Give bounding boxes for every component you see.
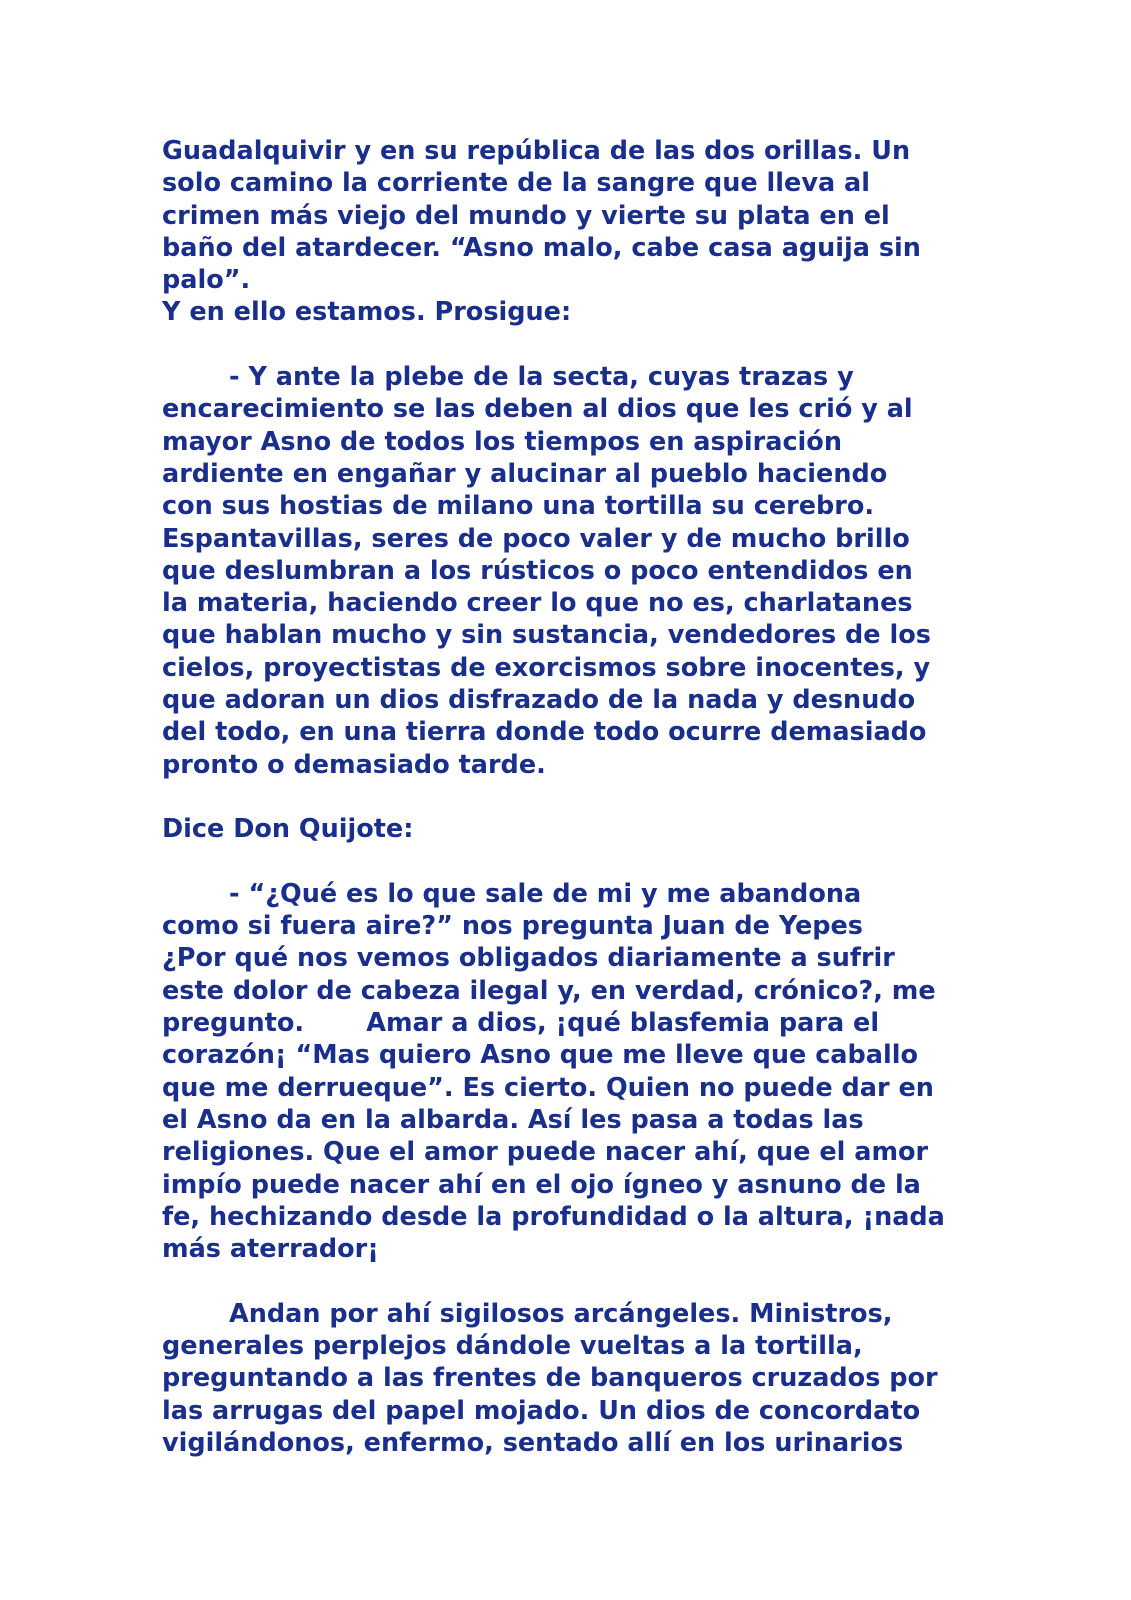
text-line: crimen más viejo del mundo y vierte su plata en el [162, 200, 890, 231]
text-line: palo”. [162, 265, 251, 296]
text-line: el Asno da en la albarda. Así les pasa a todas las [162, 1104, 864, 1135]
text-line: vigilándonos, enfermo, sentado allí en los urinarios [162, 1427, 904, 1458]
text-line: generales perplejos dándole vueltas a la tortilla, [162, 1330, 863, 1361]
text-line: la materia, haciendo creer lo que no es, charlatanes [162, 588, 913, 619]
text-line: ¿Por qué nos vemos obligados diariamente a sufrir [162, 943, 895, 974]
text-line: baño del atardecer. “Asno malo, cabe casa aguija sin [162, 232, 921, 263]
blank-line [162, 329, 992, 361]
text-line: que deslumbran a los rústicos o poco entendidos en [162, 555, 913, 586]
text-line: más aterrador¡ [162, 1234, 379, 1265]
text-line: pronto o demasiado tarde. [162, 749, 546, 780]
text-line: ardiente en engañar y alucinar al pueblo haciendo [162, 458, 888, 489]
text-line-indented: - “¿Qué es lo que sale de mi y me abandona [229, 878, 862, 909]
text-line: fe, hechizando desde la profundidad o la altura, ¡nada [162, 1201, 945, 1232]
blank-line [162, 846, 992, 878]
text-line: que hablan mucho y sin sustancia, vendedores de los [162, 620, 931, 651]
text-line: cielos, proyectistas de exorcismos sobre inocentes, y [162, 652, 931, 683]
text-line: del todo, en una tierra donde todo ocurre demasiado [162, 717, 927, 748]
text-line: impío puede nacer ahí en el ojo ígneo y asnuno de la [162, 1169, 921, 1200]
text-line-indented: - Y ante la plebe de la secta, cuyas trazas y [229, 362, 854, 393]
text-line: Guadalquivir y en su república de las dos orillas. Un [162, 136, 911, 166]
text-line: este dolor de cabeza ilegal y, en verdad, crónico?, me [162, 975, 936, 1006]
text-line: preguntando a las frentes de banqueros cruzados por [162, 1363, 938, 1394]
text-line: que adoran un dios disfrazado de la nada y desnudo [162, 685, 916, 716]
text-line: Espantavillas, seres de poco valer y de mucho brillo [162, 523, 910, 554]
text-line: pregunto. Amar a dios, ¡qué blasfemia para el [162, 1008, 880, 1039]
text-line: corazón¡ “Mas quiero Asno que me lleve que caballo [162, 1040, 918, 1071]
text-line: con sus hostias de milano una tortilla su cerebro. [162, 491, 875, 522]
text-line: que me derrueque”. Es cierto. Quien no puede dar en [162, 1072, 934, 1103]
blank-line [162, 781, 992, 813]
text-line: Y en ello estamos. Prosigue: [162, 297, 572, 328]
text-line: mayor Asno de todos los tiempos en aspiración [162, 426, 842, 457]
text-line: solo camino la corriente de la sangre que lleva al [162, 168, 870, 199]
blank-line [162, 1265, 992, 1297]
text-line: religiones. Que el amor puede nacer ahí, que el amor [162, 1137, 929, 1168]
text-line: las arrugas del papel mojado. Un dios de concordato [162, 1395, 921, 1426]
text-line: encarecimiento se las deben al dios que les crió y al [162, 394, 913, 425]
text-line-indented: Andan por ahí sigilosos arcángeles. Ministros, [229, 1298, 893, 1329]
document-body [162, 135, 992, 1459]
text-line: Dice Don Quijote: [162, 814, 414, 845]
text-line: como si fuera aire?” nos pregunta Juan de Yepes [162, 911, 863, 942]
